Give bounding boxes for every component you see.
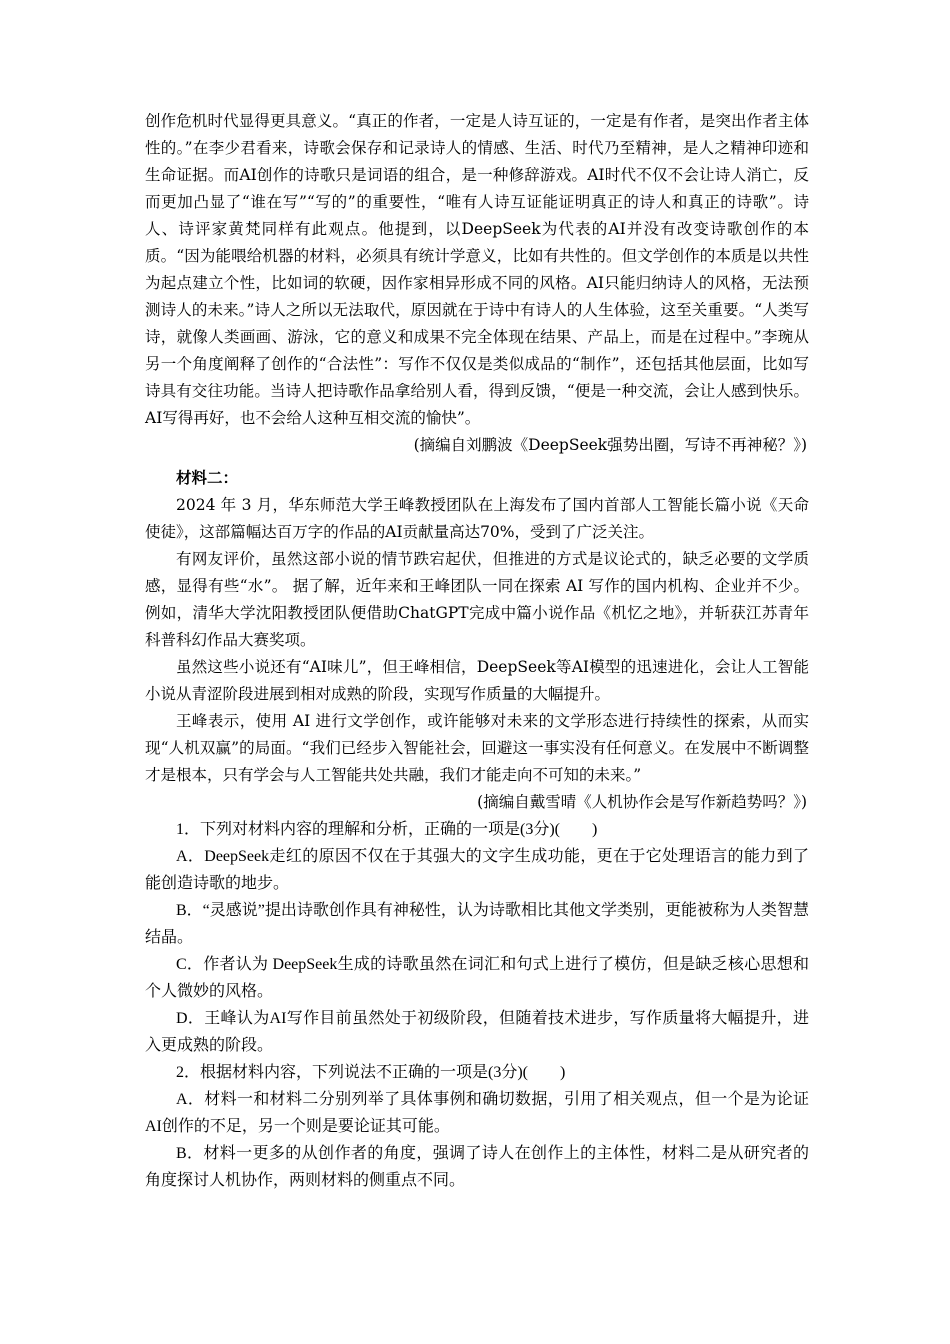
question-2-stem: 2．根据材料内容，下列说法不正确的一项是(3分)( ): [176, 1064, 566, 1081]
material2-paragraph: 有网友评价，虽然这部小说的情节跌宕起伏，但推进的方式是议论式的，缺乏必要的文学质感，显得有些“水”。 据了解，近年来和王峰团队一同在探索 AI 写作的国内机构、企业并不少。例如，清华大学沈阳教授团队便借助ChatGPT完成中篇小说作品《机忆之地》，并斩获江苏青年科普科幻作品大赛奖项。: [145, 550, 809, 649]
question-2-option-b: B．材料一更多的从创作者的角度，强调了诗人在创作上的主体性，材料二是从研究者的角度探讨人机协作，两则材料的侧重点不同。: [145, 1145, 809, 1189]
material2-paragraph: 虽然这些小说还有“AI味儿”，但王峰相信，DeepSeek等AI模型的迅速进化，会让人工智能小说从青涩阶段进展到相对成熟的阶段，实现写作质量的大幅提升。: [145, 658, 809, 703]
question-1-option-a: A．DeepSeek走红的原因不仅在于其强大的文字生成功能，更在于它处理语言的能力到了能创造诗歌的地步。: [145, 848, 809, 892]
material2-source: (摘编自戴雪晴《人机协作会是写作新趋势吗？》): [477, 793, 807, 811]
question-1-option-b: B．“灵感说”提出诗歌创作具有神秘性，认为诗歌相比其他文学类别，更能被称为人类智慧结晶。: [145, 902, 809, 946]
question-1-option-c: C．作者认为 DeepSeek生成的诗歌虽然在词汇和句式上进行了模仿，但是缺乏核心思想和个人微妙的风格。: [145, 956, 809, 1000]
material2-heading: 材料二：: [176, 469, 239, 487]
material2-paragraph: 2024 年 3 月，华东师范大学王峰教授团队在上海发布了国内首部人工智能长篇小说《天命使徒》，这部篇幅达百万字的作品的AI贡献量高达70%，受到了广泛关注。: [145, 496, 809, 541]
question-1-stem: 1．下列对材料内容的理解和分析，正确的一项是(3分)( ): [176, 821, 598, 838]
document-page: [145, 108, 809, 1194]
material1-source: (摘编自刘鹏波《DeepSeek强势出圈，写诗不再神秘？》): [413, 436, 807, 454]
material2-paragraph: 王峰表示，使用 AI 进行文学创作，或许能够对未来的文学形态进行持续性的探索，从而实现“人机双赢”的局面。“我们已经步入智能社会，回避这一事实没有任何意义。在发展中不断调整才是根本，只有学会与人工智能共处共融，我们才能走向不可知的未来。”: [145, 712, 809, 784]
question-2-option-a: A．材料一和材料二分别列举了具体事例和确切数据，引用了相关观点，但一个是为论证AI创作的不足，另一个则是要论证其可能。: [145, 1091, 809, 1135]
material1-paragraph: 创作危机时代显得更具意义。“真正的作者，一定是人诗互证的，一定是有作者，是突出作者主体性的。”在李少君看来，诗歌会保存和记录诗人的情感、生活、时代乃至精神，是人之精神印迹和生命证据。而AI创作的诗歌只是词语的组合，是一种修辞游戏。AI时代不仅不会让诗人消亡，反而更加凸显了“谁在写”“写的”的重要性，“唯有人诗互证能证明真正的诗人和真正的诗歌”。诗人、诗评家黄梵同样有此观点。他提到，以DeepSeek为代表的AI并没有改变诗歌创作的本质。“因为能喂给机器的材料，必须具有统计学意义，比如有共性的。但文学创作的本质是以共性为起点建立个性，比如词的软硬，因作家相异形成不同的风格。AI只能归纳诗人的风格，无法预测诗人的未来。”诗人之所以无法取代，原因就在于诗中有诗人的人生体验，这至关重要。“人类写诗，就像人类画画、游泳，它的意义和成果不完全体现在结果、产品上，而是在过程中。”李琬从另一个角度阐释了创作的“合法性”：写作不仅仅是类似成品的“制作”，还包括其他层面，比如写诗具有交往功能。当诗人把诗歌作品拿给别人看，得到反馈，“便是一种交流，会让人感到快乐。AI写得再好，也不会给人这种互相交流的愉快”。: [145, 112, 809, 427]
question-1-option-d: D．王峰认为AI写作目前虽然处于初级阶段，但随着技术进步，写作质量将大幅提升，进入更成熟的阶段。: [145, 1010, 809, 1054]
